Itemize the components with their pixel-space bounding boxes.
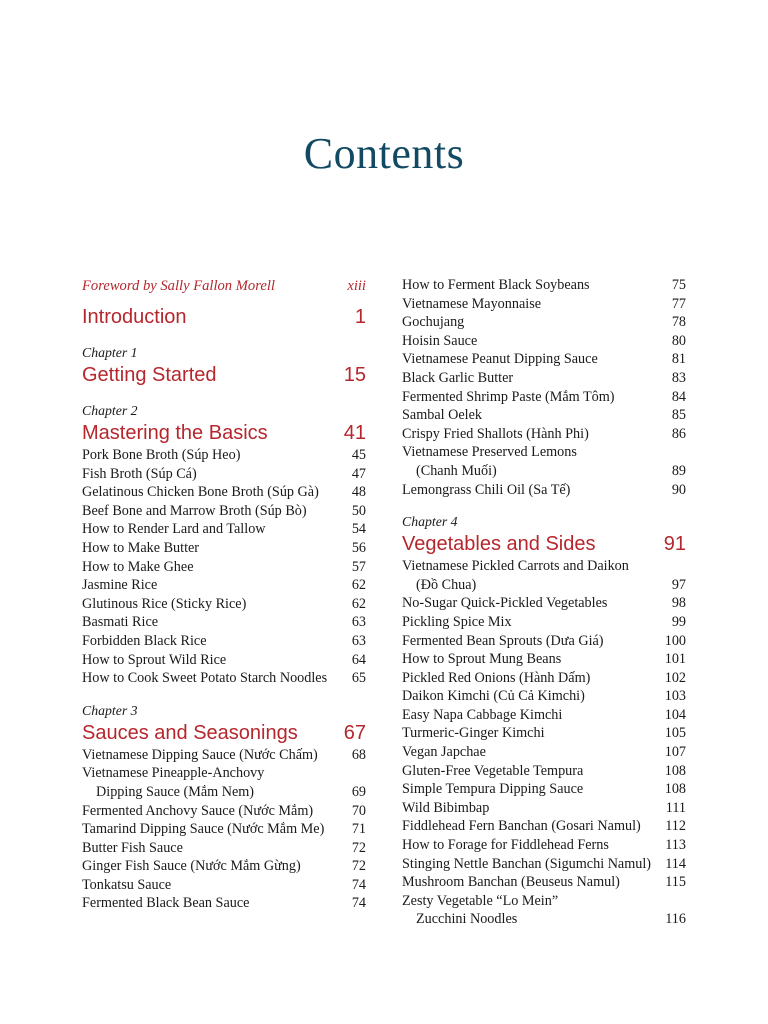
entry-label: Introduction xyxy=(82,306,187,328)
entry-page: 54 xyxy=(351,521,366,538)
entry-label: Turmeric-Ginger Kimchi xyxy=(402,725,545,742)
entry-page: 89 xyxy=(671,462,686,479)
toc-entry[interactable] xyxy=(82,576,366,595)
entry-page: 63 xyxy=(351,632,366,649)
toc-entry[interactable] xyxy=(402,576,686,595)
toc-entry[interactable] xyxy=(82,894,366,913)
entry-label: Pickling Spice Mix xyxy=(402,613,512,630)
entry-page: 97 xyxy=(671,576,686,593)
toc-entry[interactable] xyxy=(82,539,366,558)
entry-page: 48 xyxy=(351,484,366,501)
entry-label: Foreword by Sally Fallon Morell xyxy=(82,278,275,294)
toc-entry-chapter[interactable] xyxy=(82,362,366,388)
entry-page: 45 xyxy=(351,447,366,463)
entry-label: Mushroom Banchan (Beuseus Namul) xyxy=(402,874,620,891)
chapter-title: Sauces and Seasonings xyxy=(82,721,298,744)
entry-label: Vietnamese Mayonnaise xyxy=(402,295,542,312)
entry-label: How to Forage for Fiddlehead Ferns xyxy=(402,837,609,854)
toc-entry[interactable] xyxy=(402,276,686,295)
toc-entry[interactable] xyxy=(82,502,366,521)
entry-label: Crispy Fried Shallots (Hành Phi) xyxy=(402,425,589,442)
entry-label: Tamarind Dipping Sauce (Nước Mắm Me) xyxy=(82,821,325,838)
entry-label: Stinging Nettle Banchan (Sigumchi Namul) xyxy=(402,855,652,872)
page-title: Contents xyxy=(303,129,465,178)
toc-entry[interactable] xyxy=(82,669,366,688)
entry-label: Daikon Kimchi (Củ Cả Kimchi) xyxy=(402,688,585,705)
entry-page: 77 xyxy=(671,295,686,312)
entry-label: (Đồ Chua) xyxy=(416,576,477,593)
toc-entry[interactable] xyxy=(402,817,686,836)
toc-entry[interactable] xyxy=(82,465,366,484)
entry-page: 104 xyxy=(664,706,686,723)
chapter2-entries xyxy=(82,446,366,688)
entry-label: Sambal Oelek xyxy=(402,407,482,424)
entry-page: 78 xyxy=(671,314,686,331)
toc-entry[interactable] xyxy=(402,557,686,576)
entry-page: 107 xyxy=(664,744,686,761)
toc-entry[interactable] xyxy=(82,613,366,632)
toc-entry[interactable] xyxy=(402,669,686,688)
toc-entry[interactable] xyxy=(82,483,366,502)
entry-page: 112 xyxy=(665,818,686,835)
entry-page: 98 xyxy=(671,595,686,612)
toc-entry[interactable] xyxy=(402,687,686,706)
entry-label: Hoisin Sauce xyxy=(402,332,478,349)
entry-label: How to Sprout Wild Rice xyxy=(82,651,227,668)
entry-page: 1 xyxy=(354,306,366,328)
entry-label: No-Sugar Quick-Pickled Vegetables xyxy=(402,595,608,612)
entry-label: Beef Bone and Marrow Broth (Súp Bò) xyxy=(82,502,307,519)
chapter3-entries-a xyxy=(82,746,366,913)
entry-label: Fish Broth (Súp Cá) xyxy=(82,465,197,482)
entry-page: 65 xyxy=(351,670,366,687)
entry-label: Fermented Shrimp Paste (Mắm Tôm) xyxy=(402,388,615,405)
toc-entry[interactable] xyxy=(402,632,686,651)
entry-label: Gelatinous Chicken Bone Broth (Súp Gà) xyxy=(82,484,319,501)
chapter-title: Vegetables and Sides xyxy=(402,533,596,556)
toc-entry[interactable] xyxy=(82,802,366,821)
entry-label: How to Ferment Black Soybeans xyxy=(402,277,590,293)
toc-entry-foreword[interactable] xyxy=(82,276,366,296)
toc-entry[interactable] xyxy=(82,783,366,802)
entry-label: Fermented Anchovy Sauce (Nước Mắm) xyxy=(82,802,314,819)
entry-page: 102 xyxy=(664,669,686,686)
toc-column-left xyxy=(82,276,366,913)
entry-page: 100 xyxy=(664,632,686,649)
entry-page: 69 xyxy=(351,783,366,800)
entry-page: 116 xyxy=(665,911,686,928)
entry-label: How to Cook Sweet Potato Starch Noodles xyxy=(82,670,328,687)
entry-page: 68 xyxy=(351,746,366,763)
entry-page: 99 xyxy=(671,613,686,630)
toc-entry[interactable] xyxy=(82,764,366,783)
entry-label: Jasmine Rice xyxy=(82,577,158,594)
entry-page: 50 xyxy=(351,502,366,519)
toc-entry[interactable] xyxy=(82,558,366,577)
toc-entry[interactable] xyxy=(402,443,686,462)
toc-entry[interactable] xyxy=(402,462,686,481)
entry-page: 86 xyxy=(671,425,686,442)
entry-page: 63 xyxy=(351,614,366,631)
chapter-number: Chapter 2 xyxy=(82,403,138,418)
entry-label: Vietnamese Dipping Sauce (Nước Chấm) xyxy=(82,746,318,763)
entry-page: 47 xyxy=(351,465,366,482)
entry-page: 91 xyxy=(663,533,686,556)
toc-entry[interactable] xyxy=(402,743,686,762)
entry-label: Gluten-Free Vegetable Tempura xyxy=(402,762,584,779)
chapter4-entries xyxy=(402,557,686,929)
toc-entry[interactable] xyxy=(402,910,686,929)
entry-page: 111 xyxy=(665,799,686,816)
toc-entry[interactable] xyxy=(402,369,686,388)
entry-page: 56 xyxy=(351,539,366,556)
entry-page: 15 xyxy=(343,364,366,386)
toc-entry[interactable] xyxy=(402,388,686,407)
entry-label: How to Sprout Mung Beans xyxy=(402,651,562,668)
entry-page: 71 xyxy=(351,821,366,838)
entry-label: Ginger Fish Sauce (Nước Mắm Gừng) xyxy=(82,858,301,875)
entry-label: Vietnamese Pineapple-Anchovy xyxy=(82,765,265,782)
toc-entry[interactable] xyxy=(82,520,366,539)
toc-entry-introduction[interactable] xyxy=(82,304,366,330)
entry-label: Easy Napa Cabbage Kimchi xyxy=(402,706,563,723)
entry-label: Lemongrass Chili Oil (Sa Tế) xyxy=(402,481,571,498)
entry-page: 114 xyxy=(665,855,686,872)
toc-entry[interactable] xyxy=(402,406,686,425)
entry-label: Tonkatsu Sauce xyxy=(82,876,172,893)
entry-page: 81 xyxy=(671,351,686,368)
toc-entry[interactable] xyxy=(402,481,686,500)
toc-entry[interactable] xyxy=(82,746,366,765)
entry-label: Wild Bibimbap xyxy=(402,799,490,816)
toc-entry-chapter[interactable] xyxy=(402,531,686,557)
chapter-number: Chapter 4 xyxy=(402,514,458,530)
toc-entry[interactable] xyxy=(402,780,686,799)
toc-entry[interactable] xyxy=(82,820,366,839)
entry-page: 72 xyxy=(351,858,366,875)
entry-page: 72 xyxy=(351,839,366,856)
entry-page: 75 xyxy=(671,277,686,293)
entry-label: Zesty Vegetable “Lo Mein” xyxy=(402,892,559,909)
entry-label: Vegan Japchae xyxy=(402,744,486,761)
toc-entry[interactable] xyxy=(82,839,366,858)
entry-label: Simple Tempura Dipping Sauce xyxy=(402,781,584,798)
entry-page: 67 xyxy=(343,721,366,744)
entry-label: Gochujang xyxy=(402,314,465,331)
toc-entry[interactable] xyxy=(402,313,686,332)
entry-label: Vietnamese Peanut Dipping Sauce xyxy=(402,351,598,368)
entry-label: Vietnamese Preserved Lemons xyxy=(402,444,577,461)
toc-entry[interactable] xyxy=(402,892,686,911)
toc-entry[interactable] xyxy=(82,876,366,895)
toc-entry[interactable] xyxy=(402,350,686,369)
toc-entry[interactable] xyxy=(82,651,366,670)
toc-entry[interactable] xyxy=(402,706,686,725)
chapter-number: Chapter 1 xyxy=(82,345,138,360)
entry-page: 62 xyxy=(351,595,366,612)
toc-entry[interactable] xyxy=(402,425,686,444)
entry-label: Forbidden Black Rice xyxy=(82,632,207,649)
entry-page: 108 xyxy=(664,762,686,779)
chapter-title: Mastering the Basics xyxy=(82,422,268,444)
entry-page: 41 xyxy=(343,422,366,444)
entry-page: 108 xyxy=(664,781,686,798)
toc-entry[interactable] xyxy=(402,799,686,818)
entry-page: 101 xyxy=(664,651,686,668)
entry-page: 85 xyxy=(671,407,686,424)
toc-entry[interactable] xyxy=(402,594,686,613)
entry-label: Pork Bone Broth (Súp Heo) xyxy=(82,447,241,463)
entry-page: 74 xyxy=(351,876,366,893)
entry-page: 62 xyxy=(351,577,366,594)
entry-page: 64 xyxy=(351,651,366,668)
entry-page: xiii xyxy=(347,278,366,294)
entry-page: 113 xyxy=(665,837,686,854)
entry-label: How to Render Lard and Tallow xyxy=(82,521,266,538)
toc-entry[interactable] xyxy=(402,762,686,781)
entry-label: Basmati Rice xyxy=(82,614,159,631)
entry-label: Butter Fish Sauce xyxy=(82,839,183,856)
entry-label: How to Make Ghee xyxy=(82,558,194,575)
entry-label: Glutinous Rice (Sticky Rice) xyxy=(82,595,247,612)
chapter-title: Getting Started xyxy=(82,364,217,386)
toc-entry[interactable] xyxy=(402,855,686,874)
entry-page: 105 xyxy=(664,725,686,742)
toc-entry[interactable] xyxy=(402,724,686,743)
entry-page: 84 xyxy=(671,388,686,405)
entry-page: 74 xyxy=(351,895,366,912)
entry-label: Zucchini Noodles xyxy=(416,911,518,928)
entry-page: 70 xyxy=(351,802,366,819)
toc-entry[interactable] xyxy=(402,836,686,855)
toc-entry[interactable] xyxy=(402,613,686,632)
entry-page: 90 xyxy=(671,481,686,498)
entry-page: 57 xyxy=(351,558,366,575)
toc-entry[interactable] xyxy=(402,873,686,892)
toc-entry-chapter[interactable] xyxy=(82,420,366,446)
entry-page: 80 xyxy=(671,332,686,349)
toc-entry[interactable] xyxy=(82,446,366,465)
toc-entry[interactable] xyxy=(82,595,366,614)
entry-label: Fiddlehead Fern Banchan (Gosari Namul) xyxy=(402,818,641,835)
entry-label: Fermented Black Bean Sauce xyxy=(82,895,250,912)
entry-label: Black Garlic Butter xyxy=(402,369,514,386)
entry-page: 115 xyxy=(665,874,686,891)
chapter-number: Chapter 3 xyxy=(82,702,138,718)
toc-entry[interactable] xyxy=(82,857,366,876)
entry-label: (Chanh Muối) xyxy=(416,462,497,479)
entry-label: Pickled Red Onions (Hành Dấm) xyxy=(402,669,591,686)
entry-label: Dipping Sauce (Mắm Nem) xyxy=(96,783,254,800)
entry-label: How to Make Butter xyxy=(82,539,200,556)
toc-entry[interactable] xyxy=(402,332,686,351)
toc-column-right xyxy=(402,276,686,929)
chapter3-entries-b xyxy=(402,276,686,499)
entry-page: 103 xyxy=(664,688,686,705)
entry-label: Vietnamese Pickled Carrots and Daikon xyxy=(402,558,629,575)
toc-entry-chapter[interactable] xyxy=(82,720,366,746)
entry-page: 83 xyxy=(671,369,686,386)
toc-entry[interactable] xyxy=(402,295,686,314)
entry-label: Fermented Bean Sprouts (Dưa Giá) xyxy=(402,632,604,649)
toc-entry[interactable] xyxy=(82,632,366,651)
toc-entry[interactable] xyxy=(402,650,686,669)
